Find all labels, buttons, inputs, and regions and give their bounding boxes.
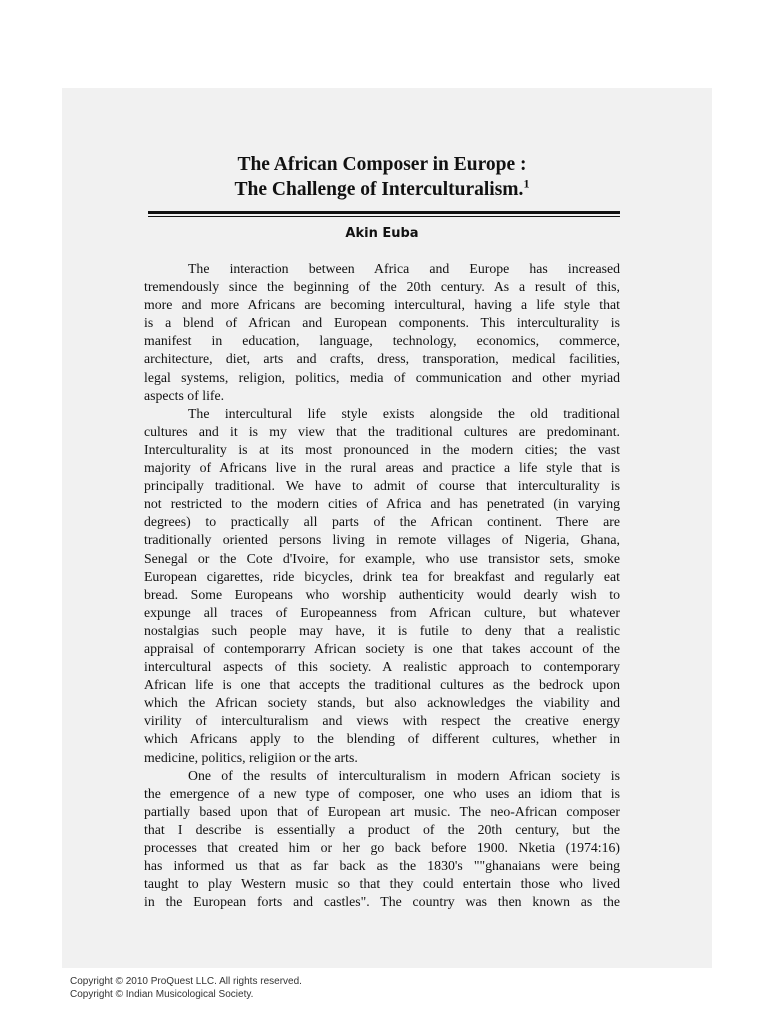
body-text-line: The intercultural life style exists alongside the old traditional [188, 405, 620, 421]
body-text-line: manifest in education, language, technology, economics, commerce, [144, 333, 620, 349]
body-text-line: processes that created him or her go back before 1900. Nketia (1974:16) [144, 840, 620, 855]
copyright-notice [70, 975, 302, 1001]
body-text-line: appraisal of contemporarry African society is one that takes account of the [144, 640, 620, 656]
body-text-line: virility of interculturalism and views with respect the creative energy [144, 713, 620, 729]
body-text-line: nostalgias such people may have, it is futile to deny that a realistic [144, 622, 620, 638]
title-line-2 [144, 177, 620, 202]
title-footnote-marker: 1 [523, 176, 530, 191]
body-text-line: in the European forts and castles". The country was then known as the [144, 894, 620, 910]
body-text-line: not restricted to the modern cities of Africa and has penetrated (in varying [144, 496, 620, 512]
body-text-line: intercultural aspects of this society. A realistic approach to contemporary [144, 659, 620, 675]
body-text-line: principally traditional. We have to admit of course that interculturality is [144, 478, 620, 494]
body-text-line: legal systems, religion, politics, media of communication and other myriad [144, 369, 620, 385]
body-text-line: is a blend of African and European components. This interculturality is [144, 315, 620, 331]
body-text-line: aspects of life. [144, 387, 225, 403]
body-text-line: One of the results of interculturalism in modern African society is [188, 767, 620, 783]
body-text-line: expunge all traces of Europeanness from African culture, but whatever [144, 604, 620, 620]
body-text-line: architecture, diet, arts and crafts, dress, transporation, medical facilities, [144, 351, 620, 367]
body-text-line: more and more Africans are becoming intercultural, having a life style that [144, 297, 620, 313]
body-text-line: taught to play Western music so that they could entertain those who lived [144, 876, 620, 892]
title-rule-thin [148, 216, 620, 217]
body-text-line: Senegal or the Cote d'Ivoire, for example, who use transistor sets, smoke [144, 550, 620, 566]
copyright-line: Copyright © 2010 ProQuest LLC. All rights reserved. [70, 976, 302, 987]
title-rule-thick [148, 211, 620, 214]
body-text-line: partially based upon that of European art music. The neo-African composer [144, 803, 620, 819]
body-text-line: degrees) to practically all parts of the African continent. There are [144, 514, 620, 530]
article-body [144, 260, 620, 911]
body-text-line: tremendously since the beginning of the 20th century. As a result of this, [144, 279, 620, 295]
body-text-line: has informed us that as far back as the 1830's ""ghanaians were being [144, 858, 620, 874]
copyright-line: Copyright © Indian Musicological Society. [70, 989, 254, 1000]
body-text-line: European cigarettes, ride bicycles, drink tea for breakfast and regularly eat [144, 568, 620, 584]
body-text-line: The interaction between Africa and Europe has increased [188, 261, 620, 276]
body-text-line: which the African society stands, but also acknowledges the viability and [144, 695, 620, 711]
body-text-line: Interculturality is at its most pronounced in the modern cities; the vast [144, 441, 620, 457]
body-text-line: the emergence of a new type of composer, one who uses an idiom that is [144, 785, 620, 801]
author-name: Akin Euba [345, 226, 419, 241]
body-text-line: which Africans apply to the blending of different cultures, whether in [144, 731, 620, 747]
body-text-line: African life is one that accepts the traditional cultures as the bedrock upon [144, 677, 620, 693]
article-title [144, 152, 620, 202]
title-line-1: The African Composer in Europe : [237, 154, 527, 175]
body-text-line: majority of Africans live in the rural areas and practice a life style that is [144, 460, 620, 476]
title-line-2-text: The Challenge of Interculturalism. [234, 179, 524, 200]
body-text-line: bread. Some Europeans who worship authenticity would dearly wish to [144, 586, 620, 602]
body-text-line: that I describe is essentially a product of the 20th century, but the [144, 821, 620, 837]
body-text-line: cultures and it is my view that the traditional cultures are predominant. [144, 423, 620, 439]
body-text-line: traditionally oriented persons living in remote villages of Nigeria, Ghana, [144, 532, 620, 548]
body-text-line: medicine, politics, religiion or the arts. [144, 749, 358, 765]
